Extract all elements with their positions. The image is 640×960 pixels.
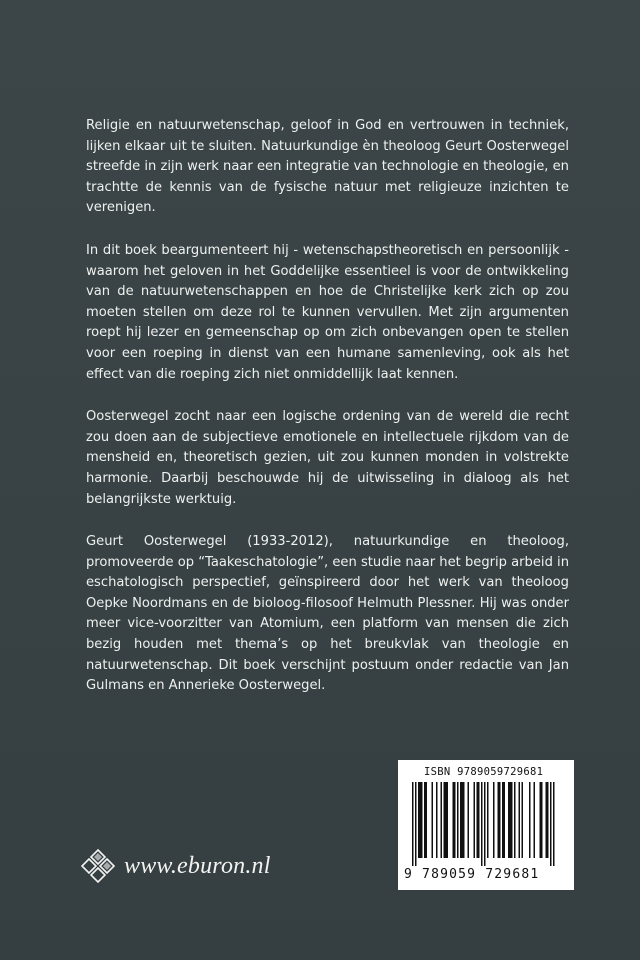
barcode-bar bbox=[487, 782, 489, 858]
publisher-block bbox=[78, 846, 271, 886]
barcode-bar bbox=[415, 782, 417, 866]
barcode-bar bbox=[436, 782, 438, 858]
isbn-label: ISBN 9789059729681 bbox=[424, 766, 544, 778]
barcode-bar bbox=[474, 782, 476, 858]
barcode-bar bbox=[418, 782, 420, 858]
barcode-bar bbox=[477, 782, 479, 858]
barcode-bar bbox=[481, 782, 483, 866]
barcode-bar bbox=[447, 782, 449, 858]
barcode-bar bbox=[498, 782, 500, 858]
isbn-barcode bbox=[398, 760, 574, 890]
barcode-bar bbox=[508, 782, 510, 858]
barcode-bar bbox=[547, 782, 549, 858]
barcode-bar bbox=[445, 782, 447, 858]
barcode-bar bbox=[504, 782, 506, 858]
barcode-bar bbox=[499, 782, 501, 858]
barcode-bar bbox=[553, 782, 555, 866]
barcode-bar bbox=[424, 782, 426, 858]
barcode-bar bbox=[478, 782, 480, 858]
barcode-bar bbox=[420, 782, 422, 858]
barcode-bar bbox=[510, 782, 512, 858]
barcode-bar bbox=[462, 782, 464, 858]
barcode-bar bbox=[522, 782, 524, 858]
barcode-bar bbox=[460, 782, 462, 858]
barcode-bar bbox=[511, 782, 513, 858]
barcode-digits: 9 789059 729681 bbox=[404, 867, 540, 882]
barcode-bar bbox=[453, 782, 455, 858]
barcode-bar bbox=[529, 782, 531, 858]
barcode-bar bbox=[534, 782, 536, 858]
barcode-bars bbox=[408, 782, 566, 868]
blurb-paragraph-4: Geurt Oosterwegel (1933-2012), natuurkundige en theoloog, promoveerde op “Taakeschatologie”, een studie naar het begrip arbeid in eschatologisch perspectief, geïnspireerd door het werk van theoloog Oepke Noordmans en de bioloog-filosoof Helmuth Plessner. Hij was onder meer vice-voorzitter van Atomium, een platform van mensen die zich bezig houden met thema’s op het breukvlak van theologie en natuurwetenschap. Dit boek verschijnt postuum onder redactie van Jan Gulmans en Annerieke Oosterwegel. bbox=[86, 534, 569, 694]
blurb-paragraph-3: Oosterwegel zocht naar een logische ordening van de wereld die recht zou doen aan de subjectieve emotionele en intellectuele rijkdom van de mensheid en, theoretisch gezien, uit zou kunnen monden in volstrekte harmonie. Daarbij beschouwde hij de uitwisseling in dialoog als het belangrijkste werktuig. bbox=[86, 409, 569, 507]
barcode-bar bbox=[457, 782, 459, 858]
eburon-diamond-logo-icon bbox=[78, 846, 118, 886]
barcode-bar bbox=[463, 782, 465, 858]
barcode-bar bbox=[546, 782, 548, 858]
blurb-paragraph-1: Religie en natuurwetenschap, geloof in God en vertrouwen in techniek, lijken elkaar uit te sluiten. Natuurkundige èn theoloog Geurt Oosterwegel streefde in zijn werk naar een integratie van technologie en theologie, en trachtte de kennis van de fysische natuur met religieuze inzichten te verenigen. bbox=[86, 118, 569, 216]
blurb-paragraph-2: In dit boek beargumenteert hij - wetenschapstheoretisch en persoonlijk - waarom het geloven in het Goddelijke essentieel is voor de ontwikkeling van de natuurwetenschappen en hoe de Christelijke kerk zich op zou moeten stellen om deze rol te kunnen vervullen. Met zijn argumenten roept hij lezer en gemeenschap op om zich onbevangen open te stellen voor een roeping in dienst van een humane samenleving, ook als het effect van die roeping zich niet onmiddellijk laat kennen. bbox=[86, 242, 569, 382]
barcode-bar bbox=[550, 782, 552, 866]
barcode-bar bbox=[540, 782, 542, 858]
barcode-bar bbox=[444, 782, 446, 858]
barcode-bar bbox=[541, 782, 543, 858]
barcode-bar bbox=[426, 782, 428, 858]
barcode-bar bbox=[421, 782, 423, 858]
blurb-text bbox=[86, 116, 569, 719]
barcode-bar bbox=[441, 782, 443, 858]
publisher-url[interactable]: www.eburon.nl bbox=[124, 852, 271, 879]
barcode-bar bbox=[468, 782, 470, 858]
barcode-bar bbox=[454, 782, 456, 858]
barcode-bar bbox=[514, 782, 516, 858]
barcode-bar bbox=[412, 782, 414, 866]
barcode-bar bbox=[519, 782, 521, 858]
barcode-bar bbox=[432, 782, 434, 858]
barcode-bar bbox=[493, 782, 495, 858]
barcode-bar bbox=[502, 782, 504, 858]
barcode-bar bbox=[484, 782, 486, 866]
